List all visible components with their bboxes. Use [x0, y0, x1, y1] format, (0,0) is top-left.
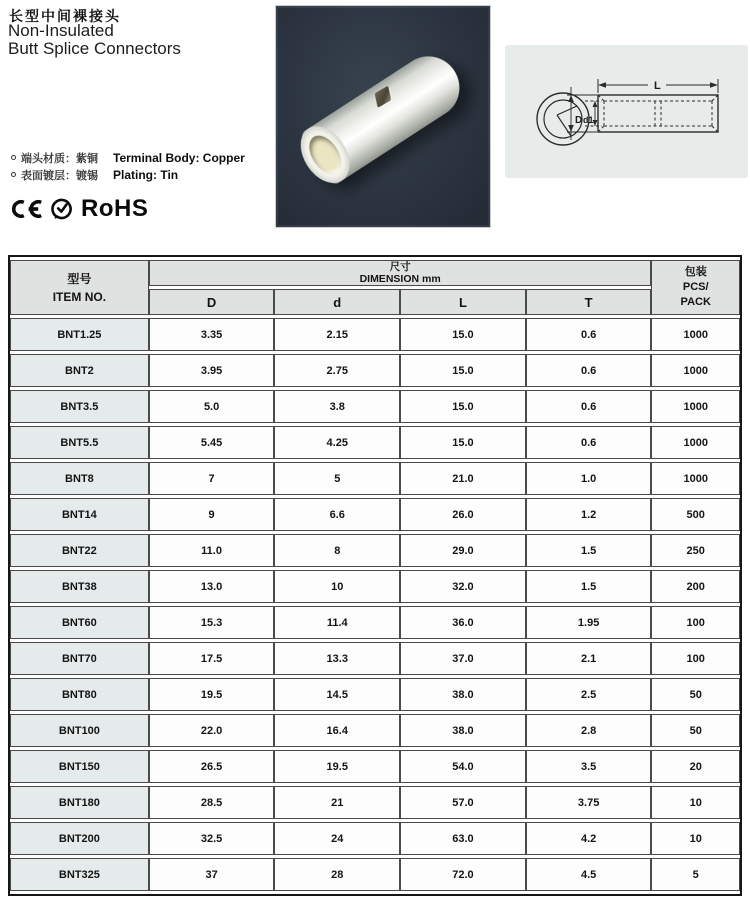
dim-T-cell: 1.5 — [526, 570, 652, 603]
table-row — [10, 570, 740, 603]
dim-D-cell: 3.35 — [149, 318, 275, 351]
col-header-d: d — [274, 289, 400, 315]
dim-D-cell: 5.45 — [149, 426, 275, 459]
item-no-cell: BNT100 — [10, 714, 149, 747]
dim-D-cell: 11.0 — [149, 534, 275, 567]
table-row — [10, 714, 740, 747]
dim-T-cell: 2.5 — [526, 678, 652, 711]
rohs-label: RoHS — [81, 195, 149, 222]
dim-label-L: L — [654, 80, 661, 92]
pack-qty-cell: 100 — [651, 606, 740, 639]
table-row — [10, 822, 740, 855]
dim-L-cell: 36.0 — [400, 606, 526, 639]
item-no-cell: BNT180 — [10, 786, 149, 819]
dim-D-cell: 3.95 — [149, 354, 275, 387]
pack-qty-cell: 200 — [651, 570, 740, 603]
dim-D-cell: 32.5 — [149, 822, 275, 855]
table-row — [10, 354, 740, 387]
spec-material-cn: 端头材质：紫铜 — [21, 153, 98, 165]
item-no-cell: BNT200 — [10, 822, 149, 855]
dimension-diagram-drawing — [505, 45, 748, 178]
page-title-en-line2: Butt Splice Connectors — [8, 39, 181, 58]
dim-T-cell: 1.95 — [526, 606, 652, 639]
table-row — [10, 642, 740, 675]
col-header-T: T — [526, 289, 652, 315]
table-row — [10, 858, 740, 891]
product-photo — [275, 5, 491, 228]
page-title-en-line1: Non-Insulated — [8, 21, 114, 40]
pack-qty-cell: 50 — [651, 678, 740, 711]
dim-D-cell: 9 — [149, 498, 275, 531]
col-header-item-no-en: ITEM NO. — [52, 289, 107, 304]
col-header-L: L — [400, 289, 526, 315]
pack-qty-cell: 500 — [651, 498, 740, 531]
dim-T-cell: 4.2 — [526, 822, 652, 855]
dim-T-cell: 3.75 — [526, 786, 652, 819]
item-no-cell: BNT8 — [10, 462, 149, 495]
pack-qty-cell: 250 — [651, 534, 740, 567]
certification-logos — [7, 197, 148, 221]
dim-T-cell: 3.5 — [526, 750, 652, 783]
dim-D-cell: 19.5 — [149, 678, 275, 711]
col-header-pack-en1: PCS/ — [682, 281, 709, 294]
dim-L-cell: 57.0 — [400, 786, 526, 819]
pack-qty-cell: 20 — [651, 750, 740, 783]
pack-qty-cell: 1000 — [651, 426, 740, 459]
dim-d-cell: 8 — [274, 534, 400, 567]
spec-line-plating — [11, 167, 178, 183]
col-header-item-no — [10, 260, 149, 315]
spec-table — [8, 255, 742, 896]
table-row — [10, 462, 740, 495]
spec-line-material — [11, 150, 245, 166]
dim-T-cell: 0.6 — [526, 354, 652, 387]
pack-qty-cell: 10 — [651, 822, 740, 855]
dim-d-cell: 2.15 — [274, 318, 400, 351]
dim-D-cell: 13.0 — [149, 570, 275, 603]
spec-plating-en: Plating: Tin — [113, 168, 179, 182]
spec-table-body — [10, 318, 740, 891]
dim-L-cell: 15.0 — [400, 426, 526, 459]
table-row — [10, 426, 740, 459]
dim-L-cell: 21.0 — [400, 462, 526, 495]
pack-qty-cell: 100 — [651, 642, 740, 675]
col-header-pack-en2: PACK — [680, 295, 711, 308]
dim-L-cell: 38.0 — [400, 678, 526, 711]
item-no-cell: BNT5.5 — [10, 426, 149, 459]
dim-T-cell: 1.0 — [526, 462, 652, 495]
item-no-cell: BNT3.5 — [10, 390, 149, 423]
pack-qty-cell: 1000 — [651, 462, 740, 495]
spec-table-container — [8, 255, 742, 896]
dim-d-cell: 14.5 — [274, 678, 400, 711]
col-header-dimension-en: DIMENSION mm — [359, 273, 441, 286]
dim-D-cell: 5.0 — [149, 390, 275, 423]
bullet-icon — [11, 155, 16, 160]
item-no-cell: BNT325 — [10, 858, 149, 891]
item-no-cell: BNT80 — [10, 678, 149, 711]
dim-d-cell: 6.6 — [274, 498, 400, 531]
dim-d-cell: 2.75 — [274, 354, 400, 387]
table-row — [10, 318, 740, 351]
dim-L-cell: 15.0 — [400, 318, 526, 351]
pack-qty-cell: 10 — [651, 786, 740, 819]
col-header-pack — [651, 260, 740, 315]
bullet-icon — [11, 172, 16, 177]
dim-d-cell: 10 — [274, 570, 400, 603]
item-no-cell: BNT150 — [10, 750, 149, 783]
dim-L-cell: 32.0 — [400, 570, 526, 603]
page-title-cn: 长型中间裸接头 — [9, 8, 121, 24]
dim-d-cell: 4.25 — [274, 426, 400, 459]
item-no-cell: BNT22 — [10, 534, 149, 567]
spec-plating-cn: 表面镀层：镀锡 — [21, 170, 98, 182]
item-no-cell: BNT38 — [10, 570, 149, 603]
col-header-dimension — [149, 260, 652, 286]
dim-d-cell: 24 — [274, 822, 400, 855]
dimension-diagram — [505, 45, 748, 178]
dim-T-cell: 0.6 — [526, 318, 652, 351]
dim-T-cell: 2.8 — [526, 714, 652, 747]
ce-mark-icon — [7, 198, 43, 220]
table-row — [10, 678, 740, 711]
pack-qty-cell: 5 — [651, 858, 740, 891]
dim-L-cell: 63.0 — [400, 822, 526, 855]
dim-L-cell: 54.0 — [400, 750, 526, 783]
dim-T-cell: 0.6 — [526, 390, 652, 423]
dim-T-cell: 0.6 — [526, 426, 652, 459]
dim-D-cell: 37 — [149, 858, 275, 891]
pack-qty-cell: 1000 — [651, 318, 740, 351]
dim-label-D: D — [575, 115, 583, 126]
dim-D-cell: 28.5 — [149, 786, 275, 819]
pack-qty-cell: 50 — [651, 714, 740, 747]
quality-cert-icon — [51, 198, 73, 220]
pack-qty-cell: 1000 — [651, 354, 740, 387]
table-header-row-1 — [10, 260, 740, 286]
col-header-D: D — [149, 289, 275, 315]
dim-D-cell: 17.5 — [149, 642, 275, 675]
dim-d-cell: 13.3 — [274, 642, 400, 675]
dim-D-cell: 15.3 — [149, 606, 275, 639]
dim-d-cell: 11.4 — [274, 606, 400, 639]
dim-d-cell: 3.8 — [274, 390, 400, 423]
item-no-cell: BNT2 — [10, 354, 149, 387]
dim-d-cell: 19.5 — [274, 750, 400, 783]
dim-T-cell: 4.5 — [526, 858, 652, 891]
pack-qty-cell: 1000 — [651, 390, 740, 423]
dim-d-cell: 5 — [274, 462, 400, 495]
table-row — [10, 750, 740, 783]
dim-L-cell: 37.0 — [400, 642, 526, 675]
dim-L-cell: 29.0 — [400, 534, 526, 567]
dim-d-cell: 21 — [274, 786, 400, 819]
dim-L-cell: 26.0 — [400, 498, 526, 531]
dim-T-cell: 2.1 — [526, 642, 652, 675]
dim-D-cell: 26.5 — [149, 750, 275, 783]
dim-d-cell: 16.4 — [274, 714, 400, 747]
table-row — [10, 498, 740, 531]
dim-L-cell: 15.0 — [400, 354, 526, 387]
dim-label-d1: d1 — [583, 115, 594, 125]
dim-T-cell: 1.5 — [526, 534, 652, 567]
col-header-dimension-cn: 尺寸 — [389, 261, 411, 273]
item-no-cell: BNT70 — [10, 642, 149, 675]
dim-d-cell: 28 — [274, 858, 400, 891]
col-header-pack-cn: 包装 — [684, 266, 707, 279]
col-header-item-no-cn: 型号 — [67, 271, 92, 286]
item-no-cell: BNT1.25 — [10, 318, 149, 351]
dim-L-cell: 38.0 — [400, 714, 526, 747]
dim-D-cell: 7 — [149, 462, 275, 495]
table-row — [10, 606, 740, 639]
dim-D-cell: 22.0 — [149, 714, 275, 747]
item-no-cell: BNT60 — [10, 606, 149, 639]
item-no-cell: BNT14 — [10, 498, 149, 531]
table-row — [10, 786, 740, 819]
table-row — [10, 534, 740, 567]
table-row — [10, 390, 740, 423]
dim-T-cell: 1.2 — [526, 498, 652, 531]
dim-L-cell: 15.0 — [400, 390, 526, 423]
dim-L-cell: 72.0 — [400, 858, 526, 891]
spec-material-en: Terminal Body: Copper — [113, 151, 245, 165]
butt-splice-connector-image — [295, 44, 471, 189]
